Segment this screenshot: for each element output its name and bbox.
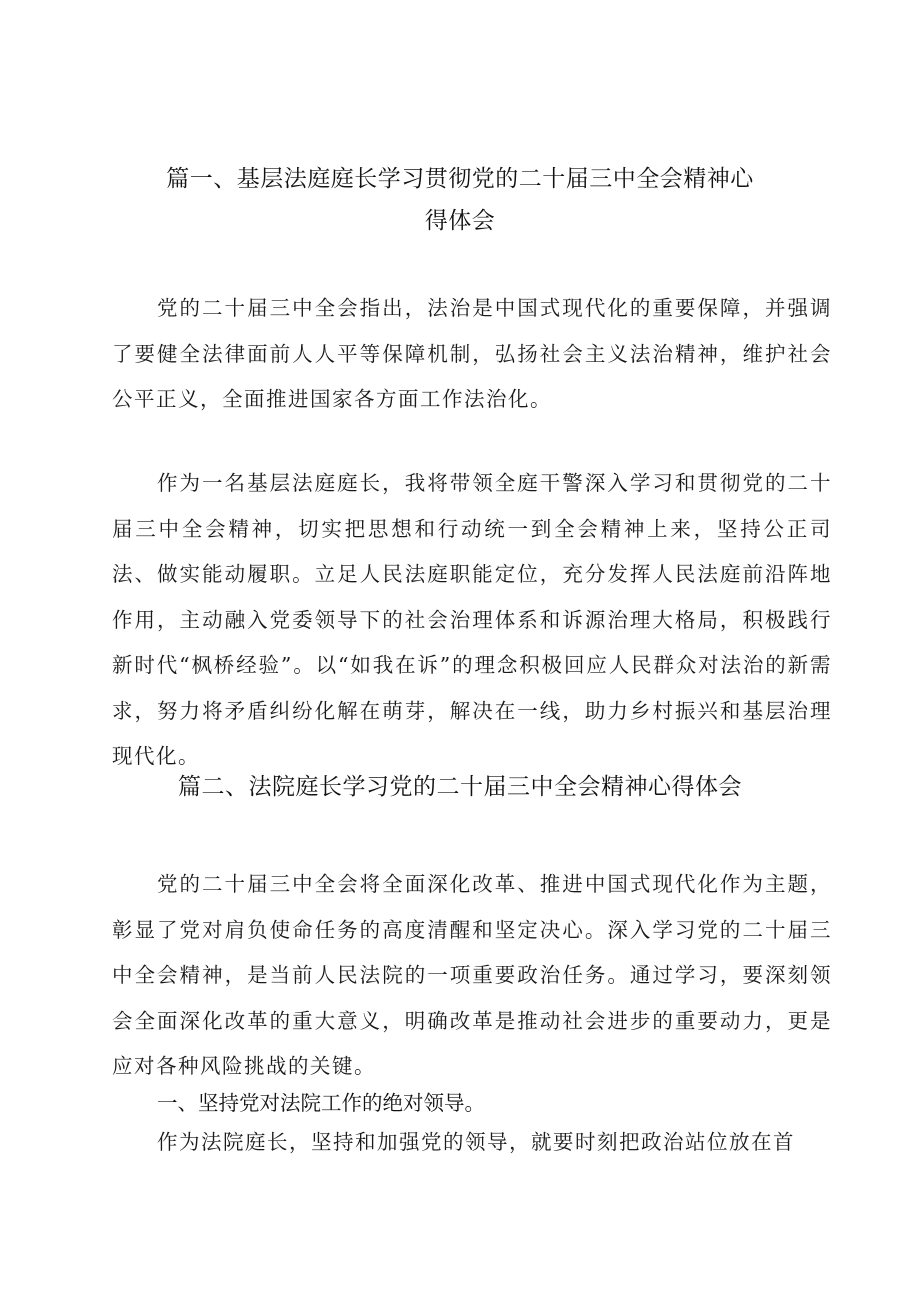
article1-paragraph-1: 党的二十届三中全会指出，法治是中国式现代化的重要保障，并强调了要健全法律面前人人平等保障机制，弘扬社会主义法治精神，维护社会公平正义，全面推进国家各方面工作法治化。: [112, 296, 832, 411]
section1-heading: 一、坚持党对法院工作的绝对领导。: [157, 1091, 485, 1115]
article1-title-line1: 篇一、基层法庭庭长学习贯彻党的二十届三中全会精神心: [166, 166, 754, 192]
article2-intro-paragraph: 党的二十届三中全会将全面深化改革、推进中国式现代化作为主题，彰显了党对肩负使命任务的高度清醒和坚定决心。深入学习党的二十届三中全会精神，是当前人民法院的一项重要政治任务。通过学习，要深刻领会全面深化改革的重大意义，明确改革是推动社会进步的重要动力，更是应对各种风险挑战的关键。: [112, 872, 832, 1078]
section1-paragraph: 作为法院庭长，坚持和加强党的领导，就要时刻把政治站位放在首: [157, 1130, 795, 1154]
article1-paragraph-2: 作为一名基层法庭庭长，我将带领全庭干警深入学习和贯彻党的二十届三中全会精神，切实把思想和行动统一到全会精神上来，坚持公正司法、做实能动履职。立足人民法庭职能定位，充分发挥人民法庭前沿阵地作用，主动融入党委领导下的社会治理体系和诉源治理大格局，积极践行新时代“枫桥经验”。以“如我在诉”的理念积极回应人民群众对法治的新需求，努力将矛盾纠纷化解在萌芽，解决在一线，助力乡村振兴和基层治理现代化。: [112, 471, 832, 768]
article2-title: 篇二、法院庭长学习党的二十届三中全会精神心得体会: [178, 774, 742, 800]
article1-title-line2: 得体会: [424, 208, 496, 234]
article1-title: [140, 158, 780, 242]
